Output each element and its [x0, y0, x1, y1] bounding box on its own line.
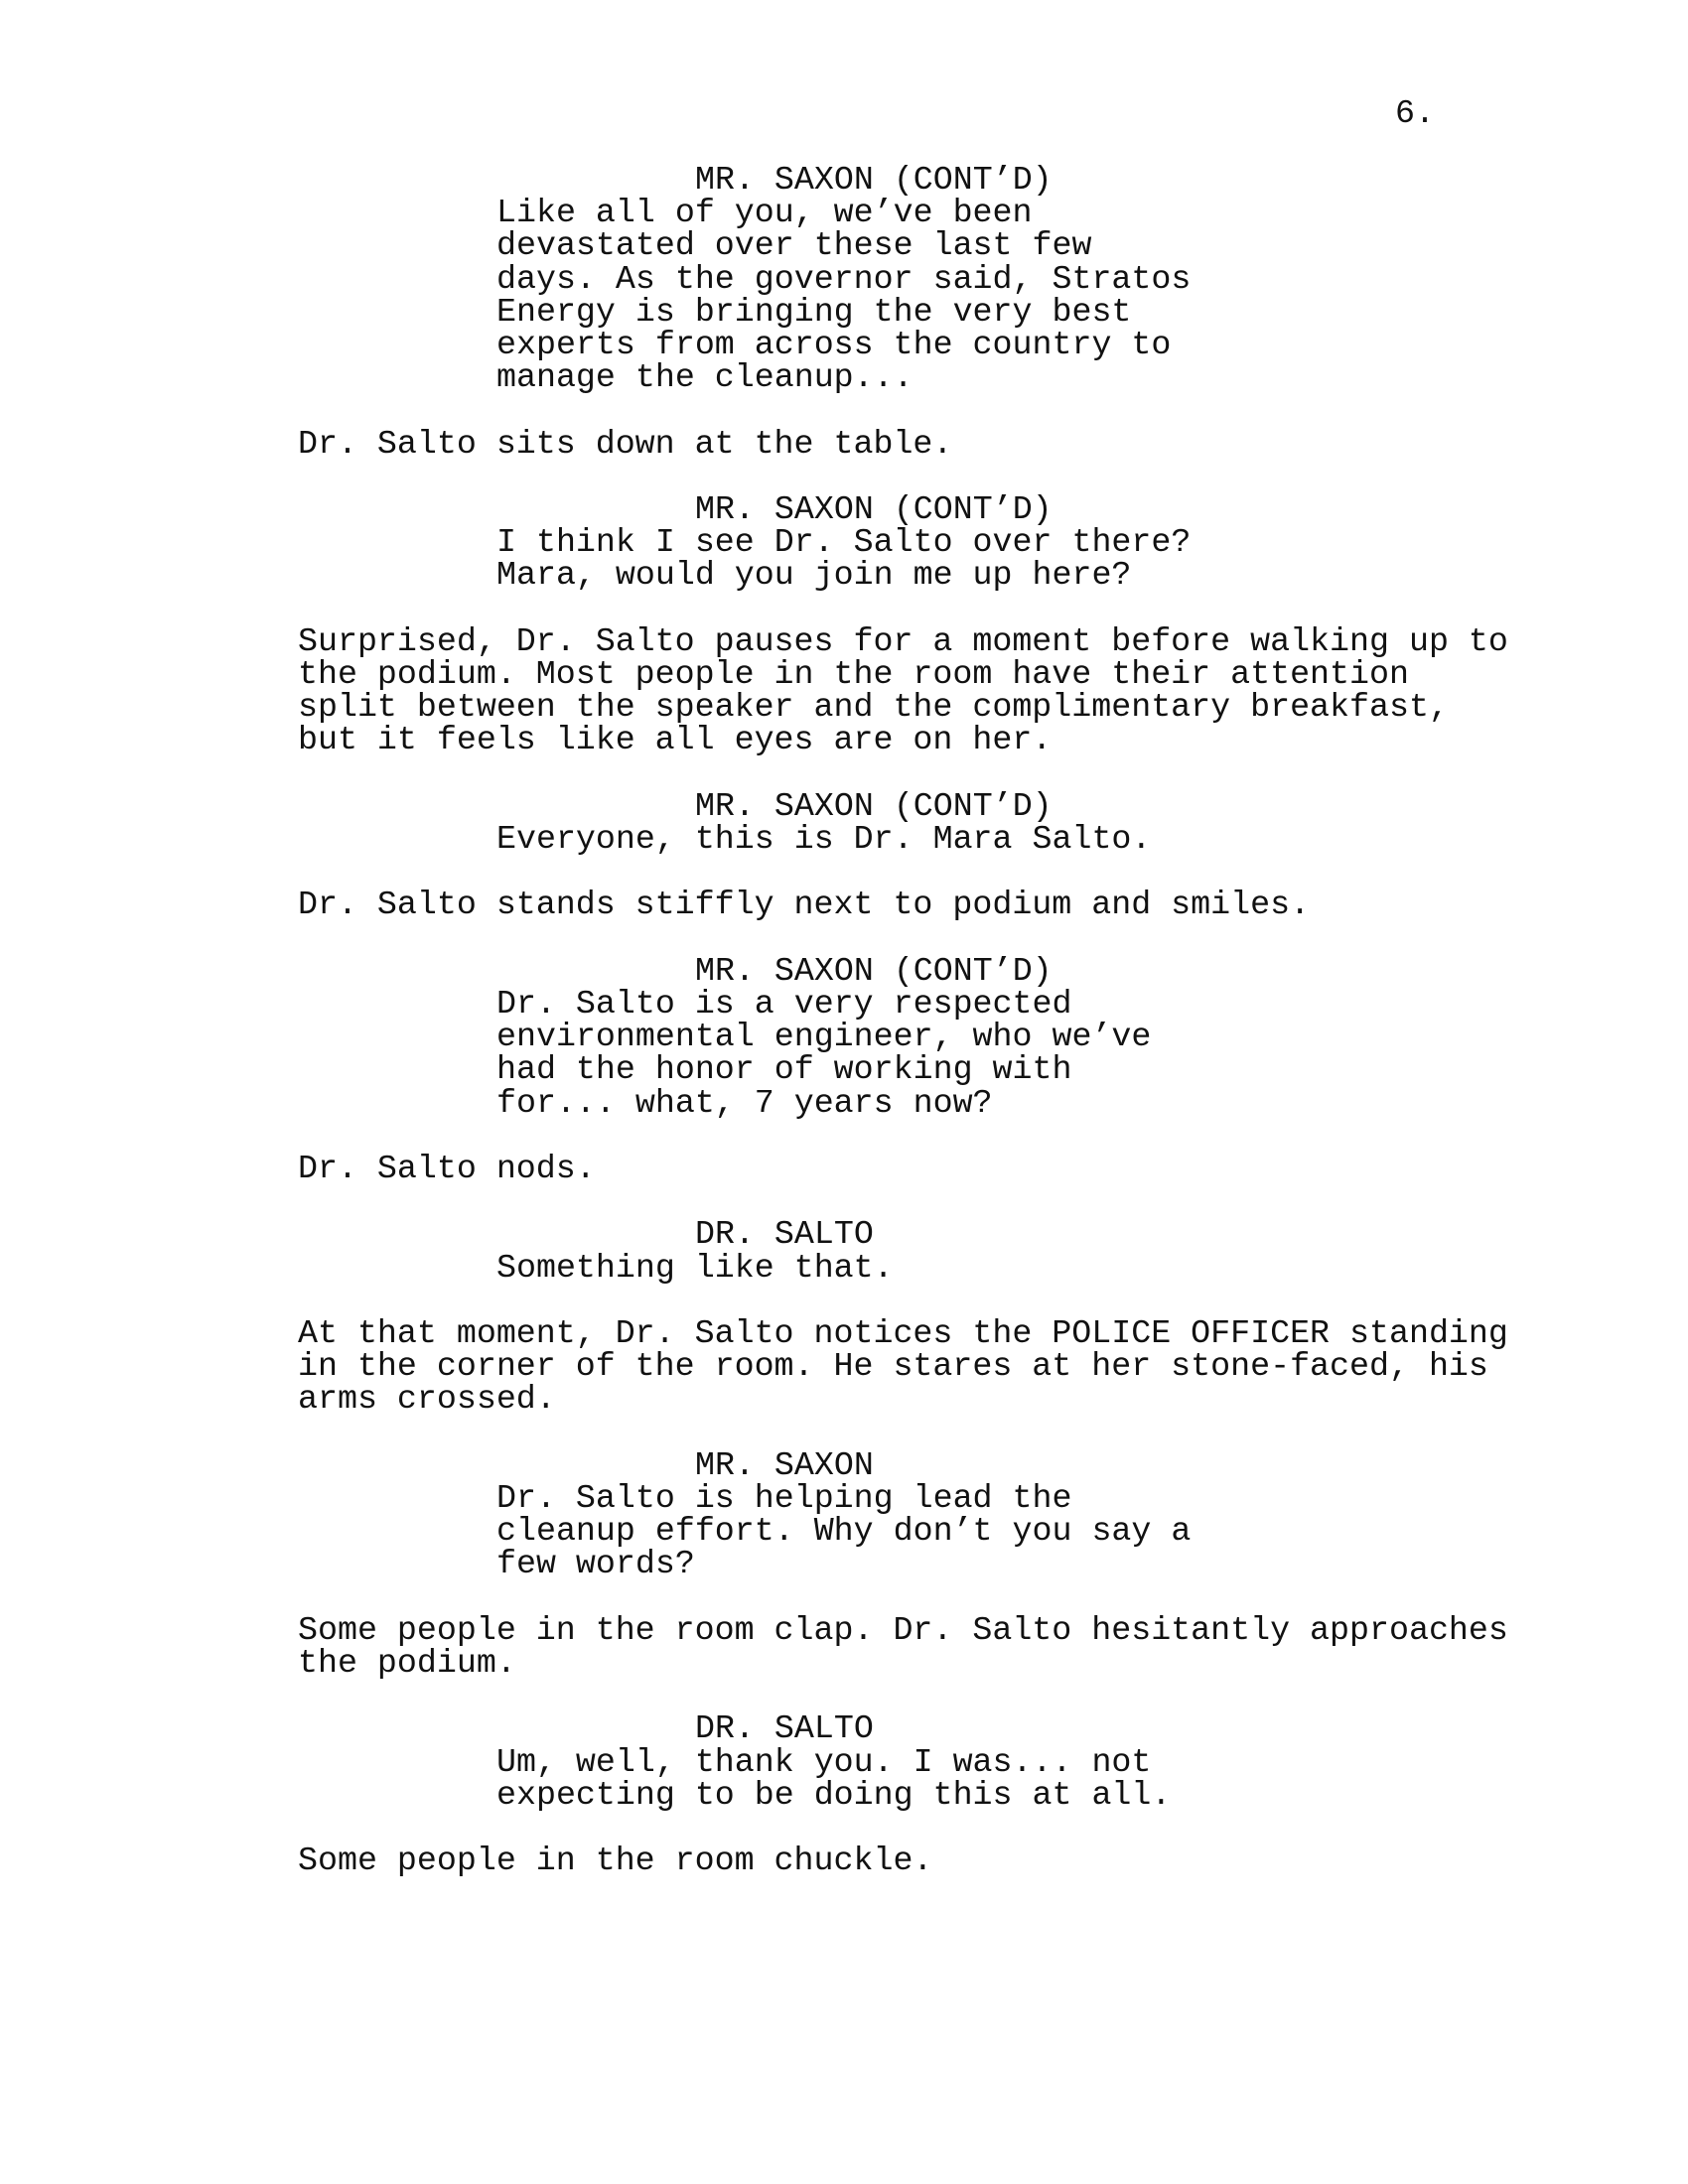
character-name: MR. SAXON (CONT’D): [695, 786, 1053, 825]
dialogue-block: [298, 490, 1489, 595]
dialogue-block: [298, 786, 1489, 858]
dialogue-line: expecting to be doing this at all.: [496, 1775, 1172, 1814]
dialogue-block: [298, 1445, 1489, 1583]
character-name: DR. SALTO: [695, 1709, 874, 1748]
dialogue-block: [298, 1709, 1489, 1814]
dialogue-line: Something like that.: [496, 1248, 894, 1287]
dialogue-line: experts from across the country to: [496, 326, 1172, 364]
dialogue-line: Like all of you, we’ve been: [496, 194, 1033, 232]
dialogue-line: few words?: [496, 1545, 695, 1583]
action-block: [298, 886, 1489, 924]
action-line: but it feels like all eyes are on her.: [298, 721, 1053, 759]
action-line: the podium.: [298, 1643, 516, 1682]
character-name: DR. SALTO: [695, 1215, 874, 1254]
dialogue-block: [298, 951, 1489, 1122]
dialogue-line: environmental engineer, who we’ve: [496, 1018, 1152, 1056]
action-line: in the corner of the room. He stares at her stone-faced, his: [298, 1347, 1488, 1386]
action-line: split between the speaker and the complimentary breakfast,: [298, 688, 1449, 727]
character-name: MR. SAXON (CONT’D): [695, 490, 1053, 528]
dialogue-line: manage the cleanup...: [496, 358, 914, 397]
action-line: At that moment, Dr. Salto notices the POLICE OFFICER standing: [298, 1313, 1508, 1352]
action-line: Surprised, Dr. Salto pauses for a moment before walking up to: [298, 621, 1508, 660]
action-line: the podium. Most people in the room have their attention: [298, 655, 1409, 693]
action-block: [298, 1842, 1489, 1880]
page-number: 6.: [1395, 94, 1435, 132]
action-block: [298, 1313, 1508, 1419]
dialogue-line: Energy is bringing the very best: [496, 292, 1132, 331]
character-name: MR. SAXON: [695, 1445, 874, 1484]
character-name: MR. SAXON (CONT’D): [695, 951, 1053, 990]
action-block: [298, 1149, 1489, 1187]
dialogue-line: cleanup effort. Why don’t you say a: [496, 1512, 1192, 1551]
dialogue-line: Um, well, thank you. I was... not: [496, 1742, 1152, 1781]
dialogue-line: for... what, 7 years now?: [496, 1083, 993, 1122]
action-block: [298, 621, 1508, 759]
dialogue-line: Dr. Salto is a very respected: [496, 984, 1072, 1023]
action-line: Dr. Salto sits down at the table.: [298, 424, 953, 463]
dialogue-block: [298, 1215, 1489, 1287]
dialogue-line: Mara, would you join me up here?: [496, 556, 1132, 595]
dialogue-block: [298, 161, 1489, 397]
screenplay-body: [298, 161, 1508, 1880]
action-line: Dr. Salto stands stiffly next to podium and smiles.: [298, 886, 1311, 924]
dialogue-line: Dr. Salto is helping lead the: [496, 1478, 1072, 1517]
dialogue-line: Everyone, this is Dr. Mara Salto.: [496, 820, 1152, 858]
action-line: Some people in the room clap. Dr. Salto hesitantly approaches: [298, 1610, 1508, 1649]
action-line: arms crossed.: [298, 1380, 556, 1419]
dialogue-line: had the honor of working with: [496, 1050, 1072, 1089]
dialogue-line: devastated over these last few: [496, 226, 1092, 265]
action-line: Dr. Salto nods.: [298, 1149, 596, 1187]
action-block: [298, 424, 1489, 463]
character-name: MR. SAXON (CONT’D): [695, 161, 1053, 199]
action-block: [298, 1610, 1508, 1682]
dialogue-line: days. As the governor said, Stratos: [496, 259, 1192, 298]
dialogue-line: I think I see Dr. Salto over there?: [496, 523, 1192, 562]
action-line: Some people in the room chuckle.: [298, 1842, 933, 1880]
